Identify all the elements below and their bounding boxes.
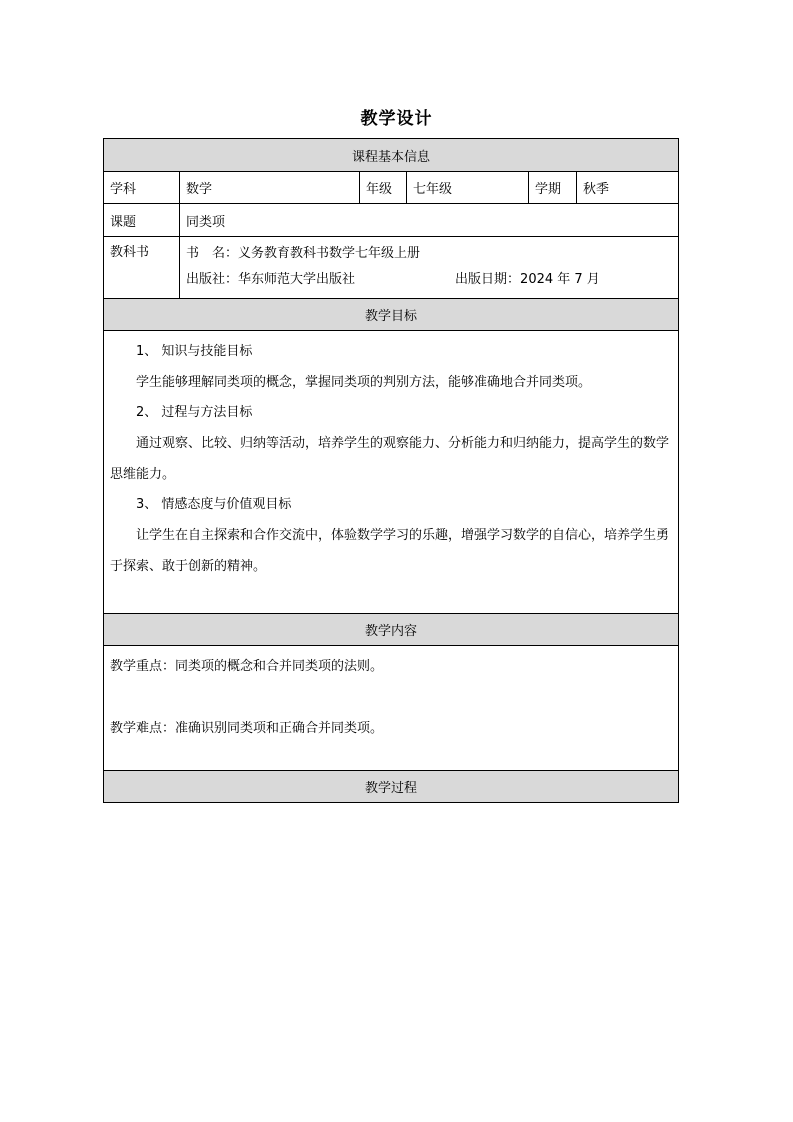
grade-label: 年级 <box>359 172 406 203</box>
process-header: 教学过程 <box>104 770 678 802</box>
goal-text: 学生能够理解同类项的概念，掌握同类项的判别方法，能够准确地合并同类项。 <box>136 375 592 390</box>
book-name-value: 义务教育教科书数学七年级上册 <box>238 246 421 261</box>
textbook-label: 教科书 <box>110 245 150 260</box>
lesson-plan-table <box>103 138 679 803</box>
goal-heading: 3、 情感态度与价值观目标 <box>136 497 292 512</box>
goal-heading: 1、 知识与技能目标 <box>136 344 253 359</box>
goals-body <box>104 331 678 613</box>
pub-date-value: 2024 年 7 月 <box>520 272 600 287</box>
subject-label: 学科 <box>110 182 137 197</box>
book-name-line <box>186 241 672 267</box>
difficult-point: 教学难点：准确识别同类项和正确合并同类项。 <box>110 721 384 736</box>
key-point: 教学重点：同类项的概念和合并同类项的法则。 <box>110 659 384 674</box>
pub-date-label: 出版日期： <box>455 272 521 287</box>
goals-header: 教学目标 <box>104 298 678 330</box>
content-row <box>104 645 678 770</box>
goal-text: 让学生在自主探索和合作交流中，体验数学学习的乐趣，增强学习数学的自信心，培养学生勇于探索、敢于创新的精神。 <box>110 528 670 574</box>
basic-info-row <box>104 171 678 203</box>
publisher-label: 出版社： <box>186 272 239 287</box>
document-title: 教学设计 <box>360 109 433 129</box>
grade-value: 七年级 <box>406 172 528 203</box>
subject-value: 数学 <box>179 172 359 203</box>
goals-row <box>104 330 678 613</box>
topic-label: 课题 <box>110 214 137 230</box>
goal-heading: 2、 过程与方法目标 <box>136 405 253 420</box>
goal-text: 通过观察、比较、归纳等活动，培养学生的观察能力、分析能力和归纳能力，提高学生的数学思维能力。 <box>110 436 670 482</box>
book-name-label: 书 名： <box>186 246 239 261</box>
basic-info-header: 课程基本信息 <box>104 139 678 171</box>
publisher-line <box>186 267 672 293</box>
term-value: 秋季 <box>576 172 678 203</box>
term-label: 学期 <box>528 172 576 203</box>
topic-value: 同类项 <box>179 204 678 236</box>
textbook-details <box>179 237 678 298</box>
content-header: 教学内容 <box>104 613 678 645</box>
content-body <box>104 646 678 770</box>
publisher-value: 华东师范大学出版社 <box>238 272 356 287</box>
topic-row <box>104 203 678 236</box>
textbook-row <box>104 236 678 298</box>
